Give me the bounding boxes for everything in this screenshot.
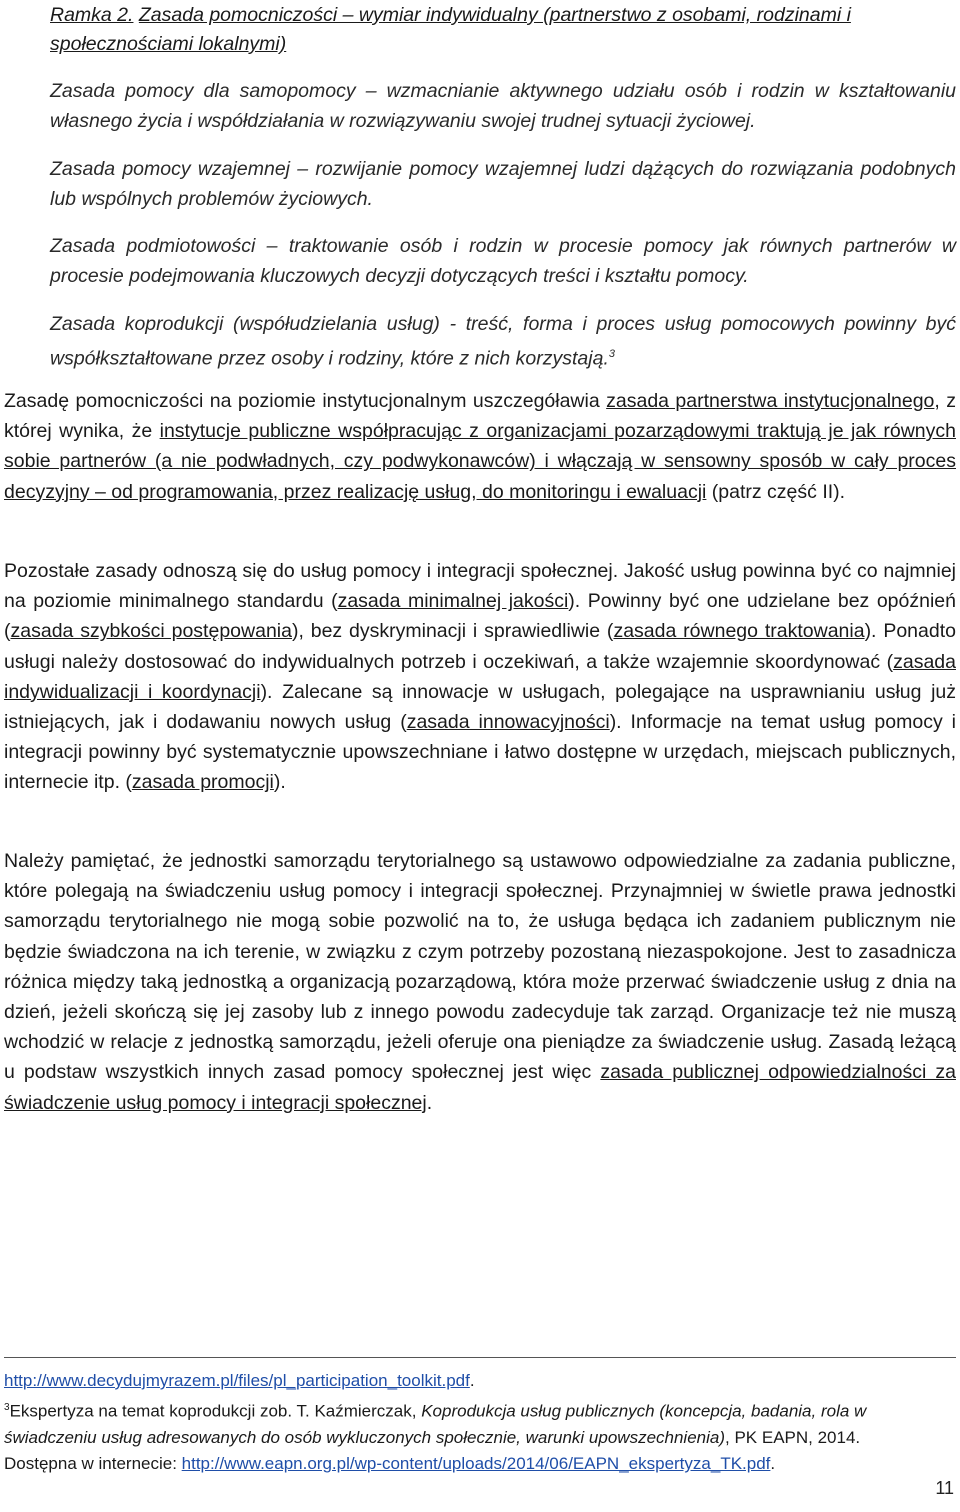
footnote-3-text: Ekspertyza na temat koprodukcji zob. T. Kaźmierczak, (9, 1401, 422, 1421)
p2-principle-equal-treatment: zasada równego traktowania (613, 620, 865, 643)
principle-self-help: Zasada pomocy dla samopomocy – wzmacnianie aktywnego udziału osób i rodzin w kształtowaniu własnego życia i współdziałania w rozwiązywaniu swojej trudnej sytuacji życiowej. (50, 80, 956, 132)
footnote-link-toolkit[interactable]: http://www.decydujmyrazem.pl/files/pl_participation_toolkit.pdf (4, 1371, 470, 1390)
p3-text-2: . (426, 1091, 433, 1114)
footnote-link-eapn[interactable]: http://www.eapn.org.pl/wp-content/uploads/2014/06/EAPN_ekspertyza_TK.pdf (181, 1454, 771, 1474)
p2-principle-individualization: zasada indywidualizacji i koordynacji (4, 650, 956, 703)
frame-label: Ramka 2. (50, 4, 134, 26)
footnote-marker-3: 3 (608, 347, 615, 360)
p2-text-2: ). Powinny być one udzielane bez opóźnień ( (4, 590, 956, 643)
footnote-3-availability (4, 1451, 956, 1478)
footnote-3-availability-text: Dostępna w internecie: (4, 1454, 182, 1474)
principle-subjectivity: Zasada podmiotowości – traktowanie osób i rodzin w procesie pomocy jak równych partnerów w procesie podejmowania kluczowych decyzji dotyczących treści i kształtu pomocy. (50, 235, 956, 287)
p3-principle-public-responsibility: zasada publicznej odpowiedzialności za świadczenie usług pomocy i integracji społecznej (4, 1061, 956, 1114)
principle-coproduction (50, 310, 956, 374)
footnote-2-end: . (469, 1371, 475, 1390)
frame-title-text: Zasada pomocniczości – wymiar indywidualny (partnerstwo z osobami, rodzinami i społecznościami lokalnymi) (50, 4, 851, 55)
footnote-3 (4, 1395, 956, 1452)
p2-text-3: ), bez dyskryminacji i sprawiedliwie ( (291, 620, 614, 643)
p2-principle-speed: zasada szybkości postępowania (10, 620, 292, 643)
p2-principle-innovation: zasada innowacyjności (406, 711, 610, 734)
footnote-3-availability-end: . (770, 1454, 776, 1474)
footnote-separator (4, 1357, 956, 1358)
paragraph-other-principles (4, 556, 956, 798)
frame-title (50, 1, 956, 59)
paragraph-institutional-partnership (4, 386, 956, 507)
p2-text-1: Pozostałe zasady odnoszą się do usług pomocy i integracji społecznej. Jakość usług powinna być co najmniej na poziomie minimalnego standardu ( (4, 560, 956, 613)
paragraph-public-responsibility (4, 846, 956, 1118)
p3-text-1: Należy pamiętać, że jednostki samorządu terytorialnego są ustawowo odpowiedzialne za zadania publiczne, które polegają na świadczeniu usług pomocy i integracji społecznej. Przynajmniej w świetle prawa jednostki samorządu terytorialnego nie mogą sobie pozwolić na to, że usługa będąca ich zadaniem publicznym nie będzie świadczona na ich terenie, w związku z czym potrzeby pozostaną niezaspokojone. Jest to zasadnicza różnica między taką jednostką a organizacją pozarządową, która może przerwać świadczenie usług z dnia na dzień, jeżeli skończą się jej zasoby lub z innego powodu zadecyduje tak zarząd. Organizacje też nie muszą wchodzić w relacje z jednostką samorządu, jeżeli oferuje ona pieniądze za świadczenie usług. Zasadą leżącą u podstaw wszystkich innych zasad pomocy społecznej jest więc (4, 850, 956, 1084)
p2-text-6: ). Informacje na temat usług pomocy i integracji powinny być systematycznie upowszechniane i łatwo dostępne w urzędach, miejscach publicznych, internecie itp. ( (4, 711, 956, 794)
p2-text-5: ). Zalecane są innowacje w usługach, polegające na usprawnianiu usług już istniejących, jak i dodawaniu nowych usług ( (4, 680, 956, 734)
footnotes (4, 1368, 956, 1478)
principle-coproduction-text: Zasada koprodukcji (współudzielania usług) - treść, forma i proces usług pomocowych powinny być współkształtowane przez osoby i rodziny, które z nich korzystają. (50, 313, 956, 369)
footnote-3-end: , PK EAPN, 2014. (725, 1427, 861, 1447)
p1-text-1: Zasadę pomocniczości na poziomie instytucjonalnym uszczegóławia (4, 390, 607, 412)
p1-principle-partnership: zasada partnerstwa instytucjonalnego (606, 390, 935, 412)
p1-text-2: , z której wynika, że (4, 390, 956, 443)
page-number: 11 (935, 1478, 954, 1498)
p2-principle-promotion: zasada promocji (131, 771, 274, 794)
p1-text-3: (patrz część II). (706, 480, 846, 503)
footnote-3-marker: 3 (4, 1401, 10, 1413)
p2-principle-quality: zasada minimalnej jakości (337, 590, 569, 613)
principle-mutual-help: Zasada pomocy wzajemnej – rozwijanie pomocy wzajemnej ludzi dążących do rozwiązania podobnych lub wspólnych problemów życiowych. (50, 158, 956, 210)
p1-partnership-description: instytucje publiczne współpracując z organizacjami pozarządowymi traktują je jak równych sobie partnerów (a nie podwładnych, czy podwykonawców) i włączają w sensowny sposób w cały proces decyzyjny – od programowania, przez realizację usług, do monitoringu i ewaluacji (4, 420, 956, 503)
footnote-3-title: Koprodukcja usług publicznych (koncepcja, badania, rola w świadczeniu usług adresowanych do osób wykluczonych społecznie, warunki upowszechnienia) (4, 1401, 867, 1447)
footnote-2 (4, 1368, 956, 1395)
p2-text-4: ). Ponadto usługi należy dostosować do indywidualnych potrzeb i oczekiwań, a także wzajemnie skoordynować ( (4, 620, 956, 673)
p2-text-7: ). (273, 771, 286, 794)
